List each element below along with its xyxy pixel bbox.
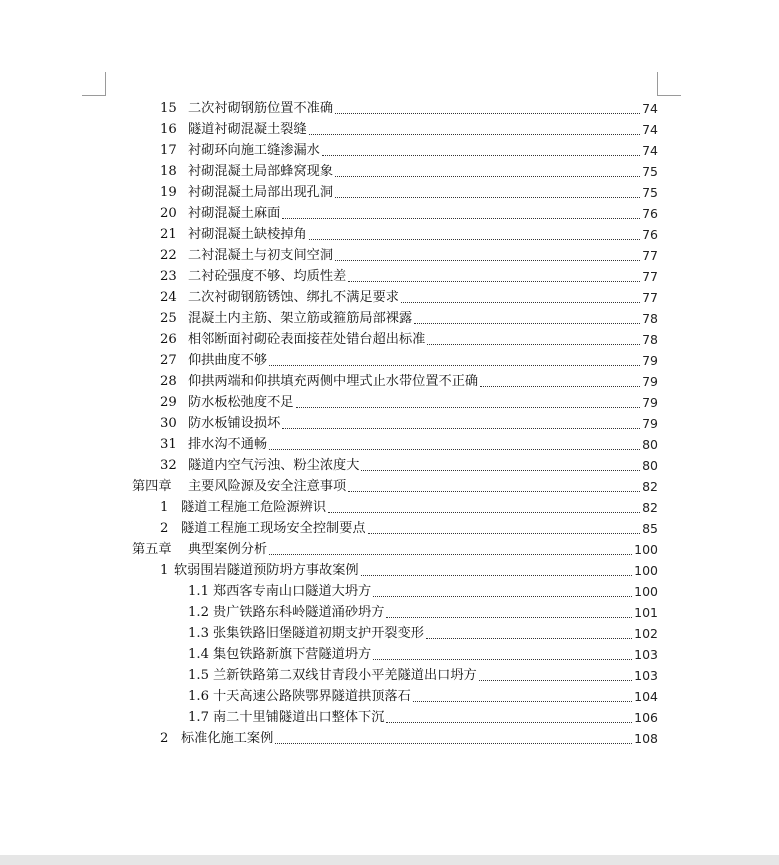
toc-entry-page: 100 [634, 563, 658, 578]
toc-entry[interactable] [160, 201, 658, 222]
toc-entry-page: 101 [634, 605, 658, 620]
toc-chapter-number: 第四章 [132, 479, 172, 494]
leader-dots [373, 658, 632, 660]
toc-entry[interactable] [160, 180, 658, 201]
toc-subentry[interactable] [188, 705, 658, 726]
toc-entry-page: 79 [642, 416, 658, 431]
toc-entry-page: 80 [642, 437, 658, 452]
toc-entry-title: 隧道内空气污浊、粉尘浓度大 [188, 458, 360, 473]
leader-dots [480, 385, 640, 387]
toc-subentry-number: 1.4 [188, 647, 209, 662]
leader-dots [368, 532, 640, 534]
leader-dots [361, 469, 640, 471]
toc-entry-number: 15 [160, 101, 177, 116]
toc-entry[interactable] [160, 117, 658, 138]
toc-entry-page: 106 [634, 710, 658, 725]
toc-chapter-number: 第五章 [132, 542, 172, 557]
toc-entry-number: 28 [160, 374, 177, 389]
toc-entry-title: 二次衬砌钢筋位置不准确 [188, 101, 334, 116]
leader-dots [426, 637, 632, 639]
toc-entry-title: 衬砌混凝土局部出现孔洞 [188, 185, 334, 200]
toc-entry-title: 混凝土内主筋、架立筋或箍筋局部裸露 [188, 311, 413, 326]
toc-entry-page: 78 [642, 332, 658, 347]
toc-entry-number: 16 [160, 122, 177, 137]
toc-entry[interactable] [160, 516, 658, 537]
toc-entry-page: 80 [642, 458, 658, 473]
toc-entry-number: 23 [160, 269, 177, 284]
toc-entry-number: 1 [160, 563, 169, 578]
toc-entry-title: 隧道衬砌混凝土裂缝 [188, 122, 307, 137]
toc-subentry-number: 1.5 [188, 668, 209, 683]
toc-subentry[interactable] [188, 621, 658, 642]
toc-entry-title: 仰拱曲度不够 [188, 353, 268, 368]
toc-entry-number: 27 [160, 353, 177, 368]
toc-subentry-title: 贵广铁路东科岭隧道涌砂坍方 [213, 605, 385, 620]
toc-entry-title: 软弱围岩隧道预防坍方事故案例 [174, 563, 359, 578]
toc-entry-page: 103 [634, 647, 658, 662]
toc-entry-number: 30 [160, 416, 177, 431]
toc-entry-page: 108 [634, 731, 658, 746]
toc-entry-page: 75 [642, 185, 658, 200]
toc-entry-number: 17 [160, 143, 177, 158]
toc-entry-page: 103 [634, 668, 658, 683]
toc-entry-number: 29 [160, 395, 177, 410]
toc-entry-title: 隧道工程施工现场安全控制要点 [181, 521, 366, 536]
toc-entry-title: 衬砌混凝土麻面 [188, 206, 281, 221]
toc-entry-number: 26 [160, 332, 177, 347]
leader-dots [361, 574, 633, 576]
toc-entry-title: 隧道工程施工危险源辨识 [181, 500, 327, 515]
toc-entry-number: 19 [160, 185, 177, 200]
toc-entry[interactable] [160, 726, 658, 747]
toc-entry-page: 82 [642, 500, 658, 515]
toc-entry[interactable] [160, 327, 658, 348]
leader-dots [335, 196, 640, 198]
toc-entry-title: 衬砌混凝土缺棱掉角 [188, 227, 307, 242]
leader-dots [386, 721, 632, 723]
leader-dots [427, 343, 640, 345]
toc-entry[interactable] [160, 159, 658, 180]
toc-subentry[interactable] [188, 579, 658, 600]
toc-entry-page: 104 [634, 689, 658, 704]
toc-entry-title: 标准化施工案例 [181, 731, 274, 746]
toc-entry-page: 76 [642, 227, 658, 242]
leader-dots [282, 217, 640, 219]
toc-entry-page: 100 [634, 584, 658, 599]
toc-entry-number: 22 [160, 248, 177, 263]
leader-dots [296, 406, 641, 408]
toc-subentry-number: 1.7 [188, 710, 209, 725]
toc-subentry[interactable] [188, 684, 658, 705]
toc-entry-page: 77 [642, 248, 658, 263]
toc-entry-page: 76 [642, 206, 658, 221]
toc-subentry-number: 1.3 [188, 626, 209, 641]
leader-dots [322, 154, 640, 156]
toc-subentry-title: 兰新铁路第二双线甘青段小平羌隧道出口坍方 [213, 668, 477, 683]
toc-entry[interactable] [160, 138, 658, 159]
toc-entry-page: 78 [642, 311, 658, 326]
toc-entry-page: 79 [642, 395, 658, 410]
toc-subentry-title: 南二十里铺隧道出口整体下沉 [213, 710, 385, 725]
leader-dots [269, 364, 640, 366]
crop-mark-top-right-v [657, 72, 658, 96]
leader-dots [479, 679, 632, 681]
toc-entry-page: 102 [634, 626, 658, 641]
toc-entry[interactable] [160, 432, 658, 453]
toc-entry-number: 24 [160, 290, 177, 305]
leader-dots [309, 238, 640, 240]
toc-entry-page: 100 [634, 542, 658, 557]
leader-dots [269, 448, 640, 450]
toc-subentry-title: 郑西客专南山口隧道大坍方 [213, 584, 372, 599]
leader-dots [275, 742, 632, 744]
toc-entry-page: 74 [642, 122, 658, 137]
toc-entry[interactable] [160, 306, 658, 327]
leader-dots [335, 175, 640, 177]
leader-dots [348, 280, 640, 282]
leader-dots [414, 322, 640, 324]
leader-dots [335, 112, 640, 114]
toc-entry-title: 相邻断面衬砌砼表面接茬处错台超出标准 [188, 332, 426, 347]
toc-entry-number: 2 [160, 521, 169, 536]
toc-entry[interactable] [160, 264, 658, 285]
toc-entry-number: 1 [160, 500, 169, 515]
toc-entry[interactable] [160, 243, 658, 264]
toc-entry[interactable] [160, 453, 658, 474]
leader-dots [335, 259, 640, 261]
toc-entry[interactable] [160, 369, 658, 390]
toc-entry-number: 18 [160, 164, 177, 179]
toc-subentry-number: 1.6 [188, 689, 209, 704]
toc-entry-page: 74 [642, 143, 658, 158]
toc-entry-page: 79 [642, 353, 658, 368]
leader-dots [348, 490, 640, 492]
toc-entry[interactable] [160, 558, 658, 579]
toc-entry-title: 防水板铺设损坏 [188, 416, 281, 431]
leader-dots [386, 616, 632, 618]
toc-entry[interactable] [160, 390, 658, 411]
leader-dots [401, 301, 640, 303]
toc-entry[interactable] [160, 96, 658, 117]
leader-dots [309, 133, 640, 135]
leader-dots [328, 511, 640, 513]
toc-subentry-number: 1.2 [188, 605, 209, 620]
toc-entry-title: 二次衬砌钢筋锈蚀、绑扎不满足要求 [188, 290, 399, 305]
toc-entry-page: 75 [642, 164, 658, 179]
toc-entry-title: 仰拱两端和仰拱填充两侧中埋式止水带位置不正确 [188, 374, 479, 389]
leader-dots [373, 595, 632, 597]
toc-subentry[interactable] [188, 642, 658, 663]
toc-subentry-number: 1.1 [188, 584, 209, 599]
toc-entry-title: 二衬混凝土与初支间空洞 [188, 248, 334, 263]
crop-mark-top-left-v [105, 72, 106, 96]
toc-chapter-entry[interactable] [132, 537, 658, 558]
toc-subentry[interactable] [188, 663, 658, 684]
toc-entry[interactable] [160, 348, 658, 369]
toc-entry-page: 82 [642, 479, 658, 494]
toc-entry[interactable] [160, 285, 658, 306]
toc-subentry-title: 集包铁路新旗下营隧道坍方 [213, 647, 372, 662]
toc-subentry-title: 十天高速公路陕鄂界隧道拱顶落石 [213, 689, 411, 704]
toc-chapter-entry[interactable] [132, 474, 658, 495]
toc-entry-title: 排水沟不通畅 [188, 437, 268, 452]
toc-entry-number: 32 [160, 458, 177, 473]
window-bottom-bar [0, 855, 779, 865]
toc-subentry[interactable] [188, 600, 658, 621]
toc-entry[interactable] [160, 495, 658, 516]
toc-entry-title: 衬砌混凝土局部蜂窝现象 [188, 164, 334, 179]
crop-mark-top-left-h [82, 95, 106, 96]
toc-entry-title: 防水板松弛度不足 [188, 395, 294, 410]
toc-entry-title: 衬砌环向施工缝渗漏水 [188, 143, 320, 158]
toc-entry-page: 74 [642, 101, 658, 116]
crop-mark-top-right-h [657, 95, 681, 96]
toc-entry-number: 31 [160, 437, 177, 452]
toc-chapter-title: 主要风险源及安全注意事项 [188, 479, 347, 494]
toc-entry-number: 20 [160, 206, 177, 221]
toc-entry-page: 77 [642, 269, 658, 284]
toc-entry-page: 79 [642, 374, 658, 389]
toc-entry-number: 2 [160, 731, 169, 746]
leader-dots [413, 700, 632, 702]
toc-entry-page: 77 [642, 290, 658, 305]
leader-dots [269, 553, 632, 555]
toc-entry-page: 85 [642, 521, 658, 536]
leader-dots [282, 427, 640, 429]
toc-subentry-title: 张集铁路旧堡隧道初期支护开裂变形 [213, 626, 424, 641]
toc-entry-number: 21 [160, 227, 177, 242]
toc-entry-title: 二衬砼强度不够、均质性差 [188, 269, 347, 284]
toc-entry-number: 25 [160, 311, 177, 326]
toc-entry[interactable] [160, 222, 658, 243]
toc-chapter-title: 典型案例分析 [188, 542, 268, 557]
toc-entry[interactable] [160, 411, 658, 432]
